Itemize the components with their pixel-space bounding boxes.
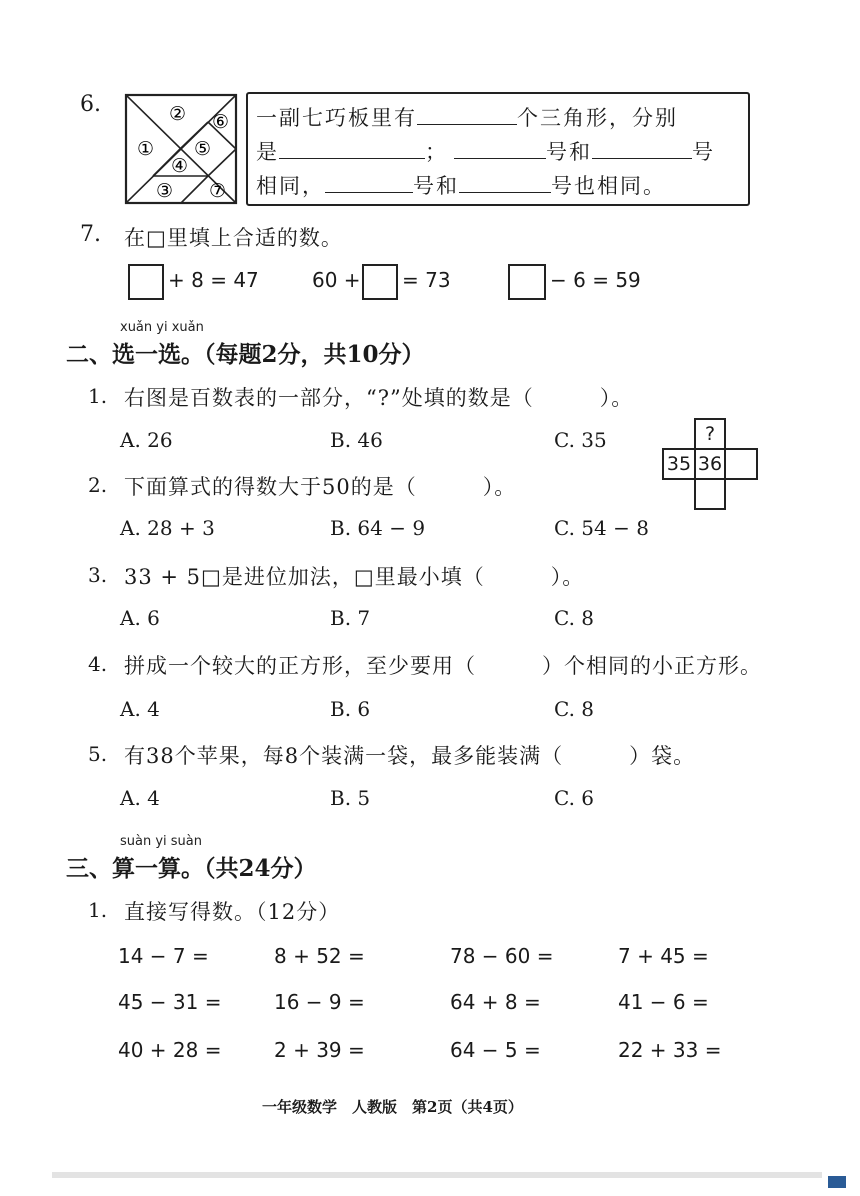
calc-r1-c4: 7 + 45 =: [618, 944, 709, 968]
tangram-label-3: ③: [156, 180, 174, 202]
s3-sub-title: 直接写得数。（12分）: [124, 900, 341, 924]
publisher-logo-icon: [828, 1176, 846, 1188]
question-6-line-2: 是 ； 号和 号: [256, 136, 715, 166]
tangram-label-1: ①: [137, 138, 155, 160]
s2-q4-number: 4.: [88, 652, 108, 676]
hundred-chart-question-cell: ?: [694, 418, 726, 450]
section-2-pinyin: xuǎn yi xuǎn: [120, 320, 204, 335]
equation-2-left: 60 +: [312, 268, 361, 292]
blank-same-2b[interactable]: [459, 171, 551, 193]
blank-same-1b[interactable]: [592, 137, 692, 159]
s2-q3-option-b[interactable]: B. 7: [330, 606, 371, 630]
s2-q1-text: 右图是百数表的一部分，“?”处填的数是（ ）。: [124, 386, 634, 410]
page-footer: 一年级数学 人教版 第2页（共4页）: [262, 1098, 523, 1116]
hundred-chart-cell-right: [724, 448, 758, 480]
hundred-chart-cell-35: 35: [662, 448, 696, 480]
s2-q3-option-a[interactable]: A. 6: [120, 606, 160, 630]
equation-1: + 8 = 47: [168, 268, 259, 292]
s2-q5-number: 5.: [88, 742, 108, 766]
s2-q5-text: 有38个苹果，每8个装满一袋，最多能装满（ ）袋。: [124, 744, 696, 768]
calc-r3-c4: 22 + 33 =: [618, 1038, 722, 1062]
calc-r3-c1: 40 + 28 =: [118, 1038, 222, 1062]
s2-q3-option-c[interactable]: C. 8: [554, 606, 595, 630]
blank-same-1a[interactable]: [454, 137, 546, 159]
s2-q4-text: 拼成一个较大的正方形，至少要用（ ）个相同的小正方形。: [124, 654, 762, 678]
s2-q3-number: 3.: [88, 563, 108, 587]
blank-triangle-count[interactable]: [417, 103, 517, 125]
s2-q2-number: 2.: [88, 473, 108, 497]
s2-q3-text: 33 + 5□是进位加法，□里最小填（ ）。: [124, 565, 585, 589]
tangram-label-5: ⑤: [194, 138, 212, 160]
equation-2-right: = 73: [402, 268, 451, 292]
equation-3: − 6 = 59: [550, 268, 641, 292]
bottom-divider: [52, 1172, 822, 1178]
calc-r1-c1: 14 − 7 =: [118, 944, 209, 968]
question-6-line-3: 相同， 号和 号也相同。: [256, 170, 666, 200]
question-7-number: 7.: [80, 222, 101, 247]
s2-q2-option-a[interactable]: A. 28 + 3: [120, 516, 215, 540]
s2-q1-option-c[interactable]: C. 35: [554, 428, 607, 452]
tangram-label-2: ②: [169, 103, 187, 125]
section-3-pinyin: suàn yi suàn: [120, 834, 203, 849]
tangram-figure: [124, 93, 238, 205]
hundred-chart-cell-below: [694, 478, 726, 510]
calc-r3-c2: 2 + 39 =: [274, 1038, 365, 1062]
section-2-title: 二、选一选。（每题2分，共10分）: [66, 341, 425, 368]
s2-q1-option-a[interactable]: A. 26: [120, 428, 173, 452]
calc-r2-c4: 41 − 6 =: [618, 990, 709, 1014]
tangram-label-4: ④: [171, 155, 189, 177]
calc-r1-c2: 8 + 52 =: [274, 944, 365, 968]
calc-r1-c3: 78 − 60 =: [450, 944, 554, 968]
question-7-text: 在□里填上合适的数。: [124, 226, 343, 250]
calc-r2-c1: 45 − 31 =: [118, 990, 222, 1014]
calc-r3-c3: 64 − 5 =: [450, 1038, 541, 1062]
s2-q4-option-c[interactable]: C. 8: [554, 697, 595, 721]
blank-same-2a[interactable]: [325, 171, 413, 193]
s2-q4-option-a[interactable]: A. 4: [120, 697, 160, 721]
hundred-chart-cell-36: 36: [694, 448, 726, 480]
s2-q2-option-c[interactable]: C. 54 − 8: [554, 516, 649, 540]
answer-box-eq2[interactable]: [362, 264, 398, 300]
section-3-title: 三、算一算。（共24分）: [66, 855, 317, 882]
question-6-number: 6.: [80, 92, 101, 117]
s2-q1-option-b[interactable]: B. 46: [330, 428, 383, 452]
question-6-line-1: 一副七巧板里有 个三角形，分别: [256, 102, 678, 132]
s2-q1-number: 1.: [88, 384, 108, 408]
calc-r2-c2: 16 − 9 =: [274, 990, 365, 1014]
s2-q2-text: 下面算式的得数大于50的是（ ）。: [124, 475, 517, 499]
tangram-label-7: ⑦: [209, 180, 227, 202]
s2-q5-option-c[interactable]: C. 6: [554, 786, 595, 810]
s2-q4-option-b[interactable]: B. 6: [330, 697, 371, 721]
s2-q2-option-b[interactable]: B. 64 − 9: [330, 516, 426, 540]
blank-triangles[interactable]: [279, 137, 425, 159]
s2-q5-option-a[interactable]: A. 4: [120, 786, 160, 810]
s3-sub-number: 1.: [88, 898, 108, 922]
answer-box-eq3[interactable]: [508, 264, 546, 300]
tangram-label-6: ⑥: [212, 111, 230, 133]
calc-r2-c3: 64 + 8 =: [450, 990, 541, 1014]
s2-q5-option-b[interactable]: B. 5: [330, 786, 371, 810]
answer-box-eq1[interactable]: [128, 264, 164, 300]
